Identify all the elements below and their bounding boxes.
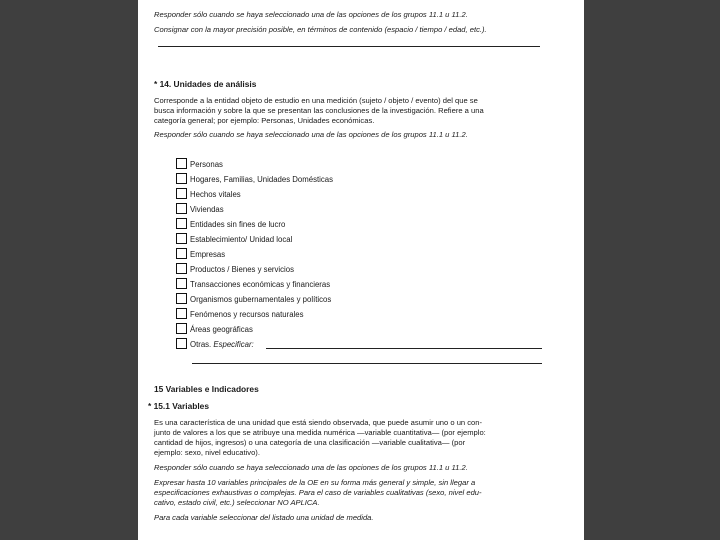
- section-15-para-1: Es una característica de una unidad que está siendo observada, que puede asumir uno o un con-: [154, 418, 483, 427]
- section-15-para-4: ejemplo: sexo, nivel educativo).: [154, 448, 260, 457]
- option-other-label: Otras.: [190, 340, 212, 349]
- other-specify-line-2[interactable]: [192, 363, 542, 364]
- section-14-desc-2: busca información y sobre la que se presentan las conclusiones de la investigación. Refiere a una: [154, 106, 484, 115]
- checkbox-productos[interactable]: [176, 263, 187, 274]
- option-label: Viviendas: [190, 205, 224, 214]
- option-label: Áreas geográficas: [190, 325, 253, 334]
- checkbox-entidades[interactable]: [176, 218, 187, 229]
- option-label: Organismos gubernamentales y políticos: [190, 295, 332, 304]
- checkbox-empresas[interactable]: [176, 248, 187, 259]
- section-14-desc-3: categoría general; por ejemplo: Personas, Unidades económicas.: [154, 116, 375, 125]
- section-15-para-2: junto de valores a los que se atribuye una medida numérica —variable cuantitativa— (por ejemplo:: [154, 428, 486, 437]
- section-15-expr-2: especificaciones exhaustivas o complejas. Para el caso de variables cualitativas (sexo, nivel edu-: [154, 488, 482, 497]
- section-14-desc-1: Corresponde a la entidad objeto de estudio en una medición (sujeto / objeto / evento) del que se: [154, 96, 478, 105]
- option-label: Entidades sin fines de lucro: [190, 220, 286, 229]
- option-label: Hogares, Familias, Unidades Domésticas: [190, 175, 333, 184]
- section-14-title: * 14. Unidades de análisis: [154, 79, 257, 89]
- checkbox-transacciones[interactable]: [176, 278, 187, 289]
- option-label: Establecimiento/ Unidad local: [190, 235, 293, 244]
- option-label: Productos / Bienes y servicios: [190, 265, 295, 274]
- checkbox-viviendas[interactable]: [176, 203, 187, 214]
- section-14-instruction: Responder sólo cuando se haya seleccionado una de las opciones de los grupos 11.1 u 11.2.: [154, 130, 468, 139]
- other-specify-line[interactable]: [266, 348, 542, 349]
- option-other-specify: Especificar:: [213, 340, 254, 349]
- option-label: Hechos vitales: [190, 190, 241, 199]
- section-15-expr-3: cativo, estado civil, etc.) seleccionar NO APLICA.: [154, 498, 320, 507]
- option-label: Empresas: [190, 250, 226, 259]
- document-page: [138, 0, 584, 540]
- section-15-title: 15 Variables e Indicadores: [154, 384, 259, 394]
- section-15-instruction: Responder sólo cuando se haya seleccionado una de las opciones de los grupos 11.1 u 11.2.: [154, 463, 468, 472]
- top-instruction-2: Consignar con la mayor precisión posible, en términos de contenido (espacio / tiempo / edad, etc.).: [154, 25, 487, 34]
- option-label: Fenómenos y recursos naturales: [190, 310, 304, 319]
- option-label: Transacciones económicas y financieras: [190, 280, 331, 289]
- top-instruction-1: Responder sólo cuando se haya seleccionado una de las opciones de los grupos 11.1 u 11.2.: [154, 10, 468, 19]
- section-15-last: Para cada variable seleccionar del listado una unidad de medida.: [154, 513, 374, 522]
- section-15-1-title: * 15.1 Variables: [148, 401, 209, 411]
- checkbox-otras[interactable]: [176, 338, 187, 349]
- checkbox-hechos-vitales[interactable]: [176, 188, 187, 199]
- checkbox-establecimiento[interactable]: [176, 233, 187, 244]
- section-15-expr-1: Expresar hasta 10 variables principales de la OE en su forma más general y simple, sin llegar a: [154, 478, 476, 487]
- section-15-para-3: cantidad de hijos, ingresos) o una categoría de una clasificación —variable cualitativa— (por: [154, 438, 466, 447]
- checkbox-organismos[interactable]: [176, 293, 187, 304]
- checkbox-hogares[interactable]: [176, 173, 187, 184]
- answer-line[interactable]: [158, 46, 540, 47]
- option-other: [190, 340, 254, 349]
- checkbox-personas[interactable]: [176, 158, 187, 169]
- checkbox-fenomenos[interactable]: [176, 308, 187, 319]
- option-label: Personas: [190, 160, 223, 169]
- checkbox-areas[interactable]: [176, 323, 187, 334]
